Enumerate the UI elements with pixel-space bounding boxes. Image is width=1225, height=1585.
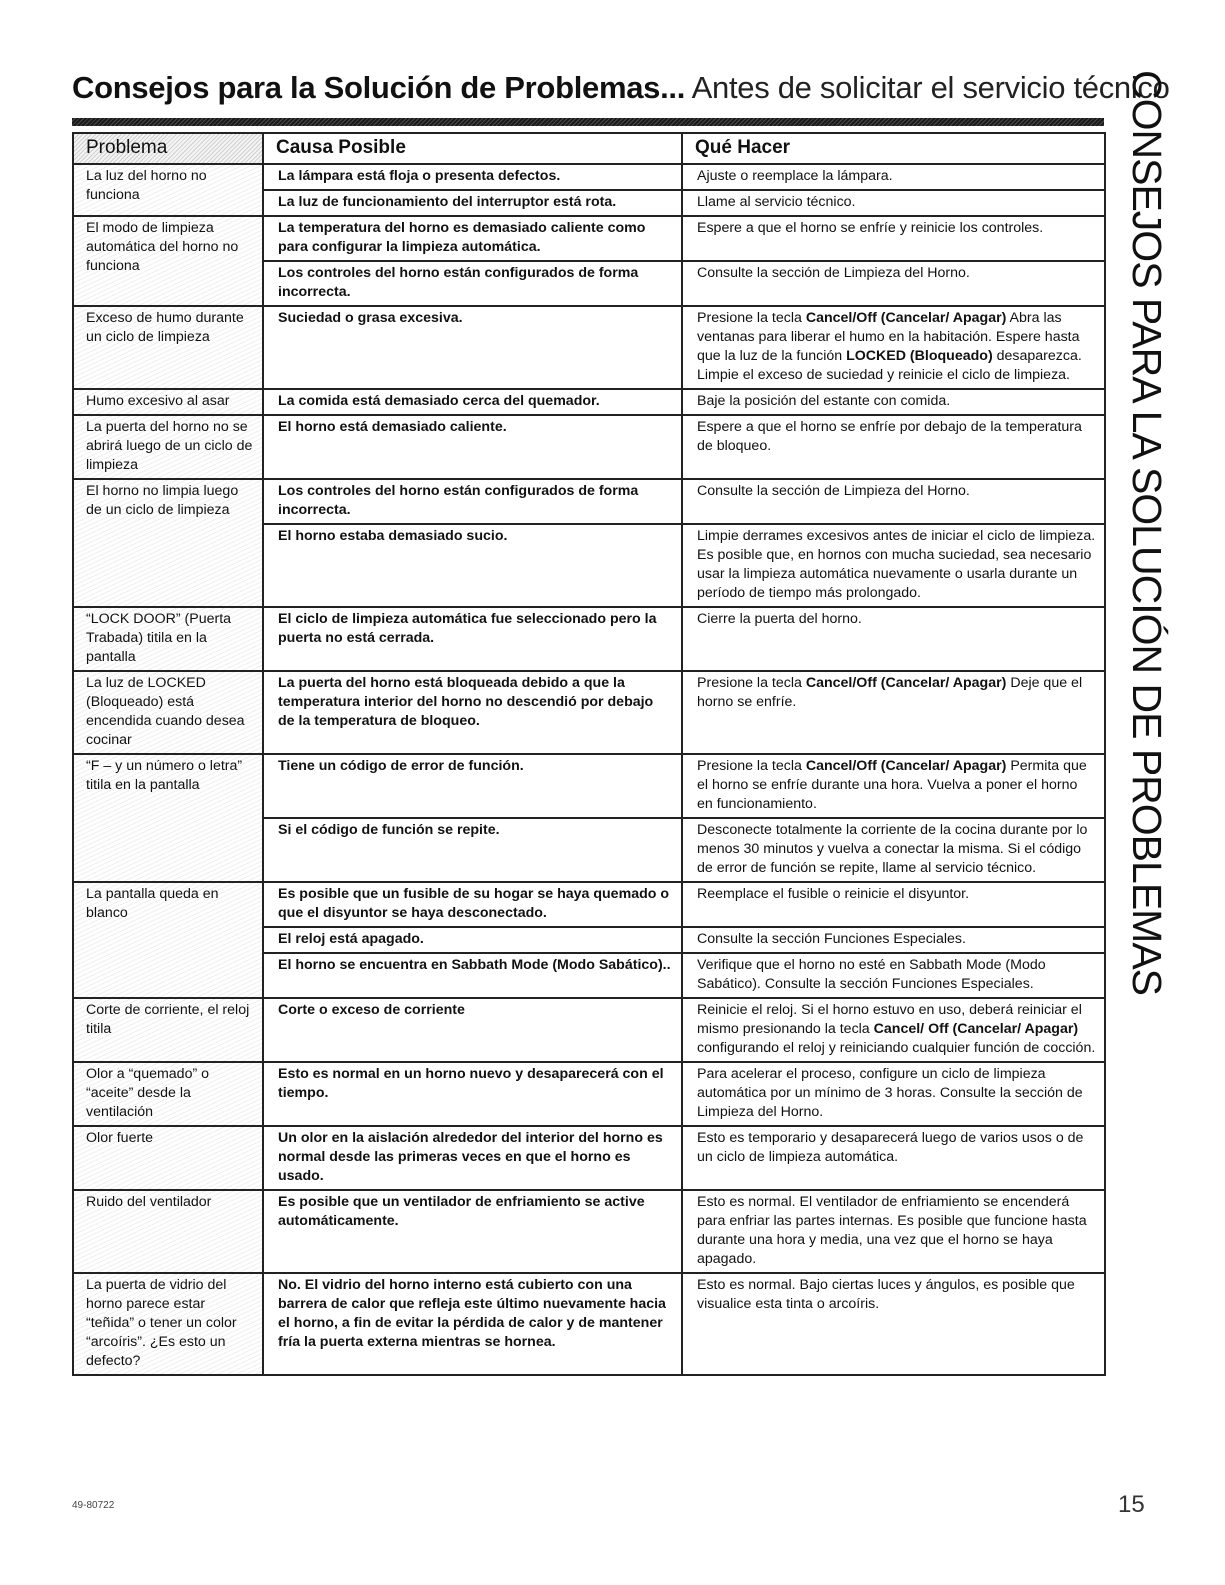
problem-cell: La pantalla queda en blanco [73, 882, 263, 998]
cause-cell: Los controles del horno están configurados de forma incorrecta. [263, 261, 682, 306]
side-tab [1122, 70, 1182, 996]
title-bold: Consejos para la Solución de Problemas... [72, 70, 686, 105]
problem-cell: Corte de corriente, el reloj titila [73, 998, 263, 1062]
fix-text: Reinicie el reloj. Si el horno estuvo en uso, deberá reiniciar el mismo presionando la tecla [697, 1002, 1082, 1037]
fix-cell: Verifique que el horno no esté en Sabbath Mode (Modo Sabático). Consulte la sección Funciones Especiales. [682, 953, 1105, 998]
table-row [73, 479, 1105, 524]
cause-cell: No. El vidrio del horno interno está cubierto con una barrera de calor que refleja este último nuevamente hacia el horno, a fin de evitar la pérdida de calor y de mantener fría la puerta externa mientras se hornea. [263, 1273, 682, 1375]
column-header-fix: Qué Hacer [682, 133, 1105, 164]
cancel-off-key-label: Cancel/Off (Cancelar/ Apagar) [805, 758, 1007, 774]
fix-cell: Limpie derrames excesivos antes de iniciar el ciclo de limpieza. Es posible que, en hornos con mucha suciedad, sea necesario usar la limpieza automática nuevamente o usarla durante un período de tiempo más prolongado. [682, 524, 1105, 607]
problem-cell: El horno no limpia luego de un ciclo de limpieza [73, 479, 263, 607]
page-title [72, 70, 1170, 106]
cause-cell: El ciclo de limpieza automática fue seleccionado pero la puerta no está cerrada. [263, 607, 682, 671]
side-tab-label: CONSEJOS PARA LA SOLUCIÓN DE PROBLEMAS [1124, 70, 1170, 996]
fix-text: Permita que el horno se enfríe durante una hora. Vuelva a poner el horno en funcionamiento. [697, 758, 1087, 812]
fix-cell: Para acelerar el proceso, configure un ciclo de limpieza automática por un mínimo de 3 horas. Consulte la sección de Limpieza del Horno. [682, 1062, 1105, 1126]
cause-cell: Suciedad o grasa excesiva. [263, 306, 682, 389]
fix-cell [682, 754, 1105, 818]
cause-cell: Tiene un código de error de función. [263, 754, 682, 818]
problem-cell: “LOCK DOOR” (Puerta Trabada) titila en la pantalla [73, 607, 263, 671]
problem-cell: Ruido del ventilador [73, 1190, 263, 1273]
problem-cell: “F – y un número o letra” titila en la pantalla [73, 754, 263, 882]
problem-cell: La luz de LOCKED (Bloqueado) está encendida cuando desea cocinar [73, 671, 263, 754]
fix-cell: Reemplace el fusible o reinicie el disyuntor. [682, 882, 1105, 927]
title-light: Antes de solicitar el servicio técnico [685, 70, 1170, 105]
cause-cell: Los controles del horno están configurados de forma incorrecta. [263, 479, 682, 524]
fix-cell: Cierre la puerta del horno. [682, 607, 1105, 671]
fix-text: configurando el reloj y reiniciando cualquier función de cocción. [697, 1040, 1096, 1056]
cancel-off-key-label: Cancel/Off (Cancelar/ Apagar) [805, 675, 1007, 691]
cause-cell: El horno estaba demasiado sucio. [263, 524, 682, 607]
fix-cell: Consulte la sección de Limpieza del Horno. [682, 261, 1105, 306]
fix-cell: Esto es normal. Bajo ciertas luces y ángulos, es posible que visualice esta tinta o arcoíris. [682, 1273, 1105, 1375]
cause-cell: Es posible que un fusible de su hogar se haya quemado o que el disyuntor se haya desconectado. [263, 882, 682, 927]
cause-cell: El reloj está apagado. [263, 927, 682, 953]
cause-cell: El horno está demasiado caliente. [263, 415, 682, 479]
fix-cell [682, 306, 1105, 389]
column-header-cause: Causa Posible [263, 133, 682, 164]
problem-cell: La puerta de vidrio del horno parece estar “teñida” o tener un color “arcoíris”. ¿Es esto un defecto? [73, 1273, 263, 1375]
fix-cell: Ajuste o reemplace la lámpara. [682, 164, 1105, 190]
problem-cell: Humo excesivo al asar [73, 389, 263, 415]
column-header-problem: Problema [73, 133, 263, 164]
table-row [73, 1273, 1105, 1375]
fix-cell: Consulte la sección Funciones Especiales. [682, 927, 1105, 953]
fix-text: desaparezca. Limpie el exceso de suciedad y reinicie el ciclo de limpieza. [697, 348, 1082, 383]
cause-cell: La comida está demasiado cerca del quemador. [263, 389, 682, 415]
fix-text: Abra las ventanas para liberar el humo en la habitación. Espere hasta que la luz de la función [697, 310, 1080, 364]
table-row [73, 754, 1105, 818]
table-row [73, 164, 1105, 190]
fix-text: Deje que el horno se enfríe. [697, 675, 1083, 710]
problem-cell: Exceso de humo durante un ciclo de limpieza [73, 306, 263, 389]
cause-cell: Es posible que un ventilador de enfriamiento se active automáticamente. [263, 1190, 682, 1273]
problem-cell: El modo de limpieza automática del horno no funciona [73, 216, 263, 306]
cause-cell: La lámpara está floja o presenta defectos. [263, 164, 682, 190]
fix-text: Presione la tecla [697, 675, 806, 691]
problem-cell: La puerta del horno no se abrirá luego de un ciclo de limpieza [73, 415, 263, 479]
table-row [73, 998, 1105, 1062]
title-rule [72, 118, 1104, 126]
cancel-off-key-label: Cancel/Off (Cancelar/ Apagar) [805, 310, 1007, 326]
cause-cell: La puerta del horno está bloqueada debido a que la temperatura interior del horno no descendió por debajo de la temperatura de bloqueo. [263, 671, 682, 754]
locked-label: LOCKED (Bloqueado) [846, 348, 993, 364]
table-row [73, 671, 1105, 754]
fix-cell: Consulte la sección de Limpieza del Horno. [682, 479, 1105, 524]
fix-cell: Espere a que el horno se enfríe y reinicie los controles. [682, 216, 1105, 261]
fix-text: Presione la tecla [697, 758, 806, 774]
table-row [73, 306, 1105, 389]
cause-cell: Corte o exceso de corriente [263, 998, 682, 1062]
table-header-row [73, 133, 1105, 164]
table-row [73, 1190, 1105, 1273]
problem-cell: La luz del horno no funciona [73, 164, 263, 216]
cause-cell: La luz de funcionamiento del interruptor está rota. [263, 190, 682, 216]
table-row [73, 1062, 1105, 1126]
fix-cell: Baje la posición del estante con comida. [682, 389, 1105, 415]
problem-cell: Olor fuerte [73, 1126, 263, 1190]
cancel-off-key-label: Cancel/ Off (Cancelar/ Apagar) [873, 1021, 1079, 1037]
fix-cell: Desconecte totalmente la corriente de la cocina durante por lo menos 30 minutos y vuelva a conectar la misma. Si el código de error de función se repite, llame al servicio técnico. [682, 818, 1105, 882]
fix-cell: Esto es normal. El ventilador de enfriamiento se encenderá para enfriar las partes internas. Es posible que funcione hasta durante una hora y media, una vez que el horno se haya apagado. [682, 1190, 1105, 1273]
fix-cell: Esto es temporario y desaparecerá luego de varios usos o de un ciclo de limpieza automática. [682, 1126, 1105, 1190]
cause-cell: Esto es normal en un horno nuevo y desaparecerá con el tiempo. [263, 1062, 682, 1126]
fix-cell [682, 998, 1105, 1062]
cause-cell: La temperatura del horno es demasiado caliente como para configurar la limpieza automática. [263, 216, 682, 261]
cause-cell: Si el código de función se repite. [263, 818, 682, 882]
problem-cell: Olor a “quemado” o “aceite” desde la ventilación [73, 1062, 263, 1126]
fix-cell: Espere a que el horno se enfríe por debajo de la temperatura de bloqueo. [682, 415, 1105, 479]
page-number: 15 [1118, 1491, 1145, 1518]
cause-cell: Un olor en la aislación alrededor del interior del horno es normal desde las primeras veces en que el horno es usado. [263, 1126, 682, 1190]
table-row [73, 415, 1105, 479]
table-row [73, 1126, 1105, 1190]
table-row [73, 216, 1105, 261]
document-code: 49-80722 [72, 1500, 115, 1511]
troubleshooting-table [72, 132, 1106, 1376]
fix-cell: Llame al servicio técnico. [682, 190, 1105, 216]
cause-cell: El horno se encuentra en Sabbath Mode (Modo Sabático).. [263, 953, 682, 998]
fix-cell [682, 671, 1105, 754]
table-row [73, 389, 1105, 415]
table-row [73, 882, 1105, 927]
table-row [73, 607, 1105, 671]
fix-text: Presione la tecla [697, 310, 806, 326]
